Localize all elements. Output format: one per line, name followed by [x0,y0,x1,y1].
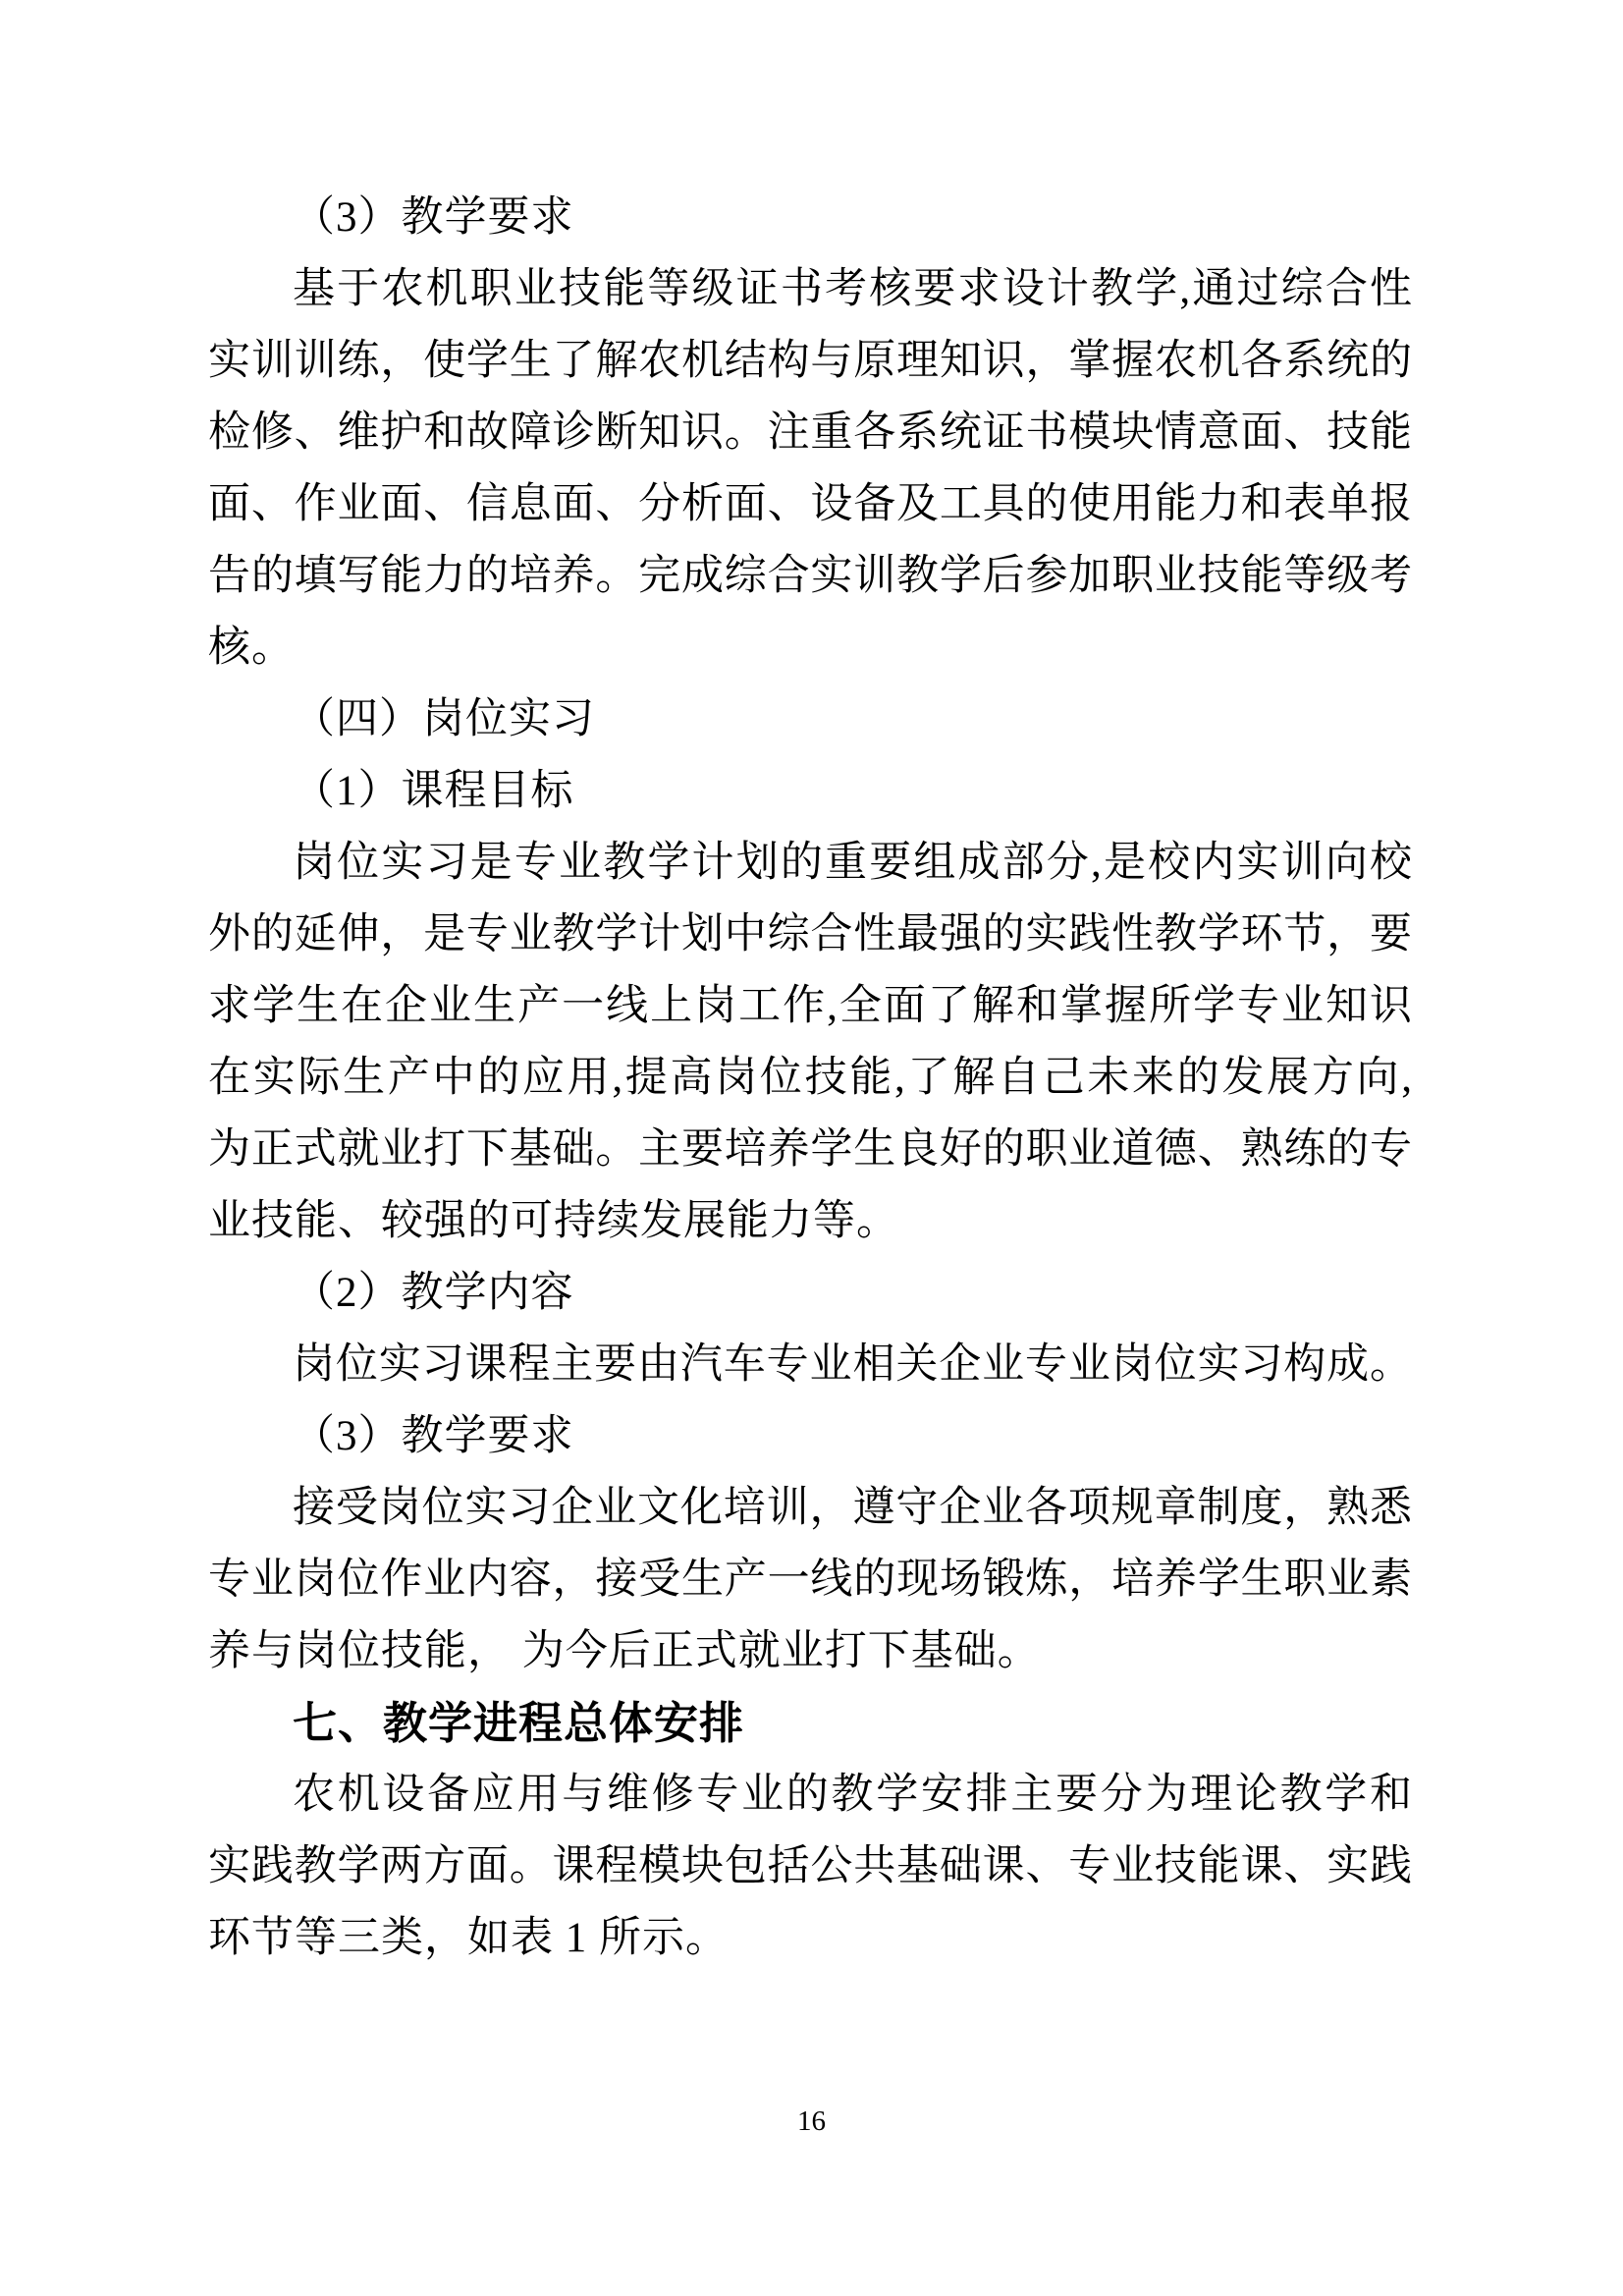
text-line: 农机设备应用与维修专业的教学安排主要分为理论教学和 [293,1772,1412,1818]
text-line: 外的延伸，是专业教学计划中综合性最强的实践性教学环节，要 [208,911,1412,957]
text-line: 实训训练，使学生了解农机结构与原理知识，掌握农机各系统的 [208,338,1412,384]
text-line: （1）课程目标 [293,768,574,814]
text-line: 实践教学两方面。课程模块包括公共基础课、专业技能课、实践 [208,1843,1412,1889]
page-number: 16 [797,2105,826,2137]
text-line: （2）教学内容 [293,1270,574,1316]
text-line: 面、作业面、信息面、分析面、设备及工具的使用能力和表单报 [208,481,1412,527]
text-line: 岗位实习是专业教学计划的重要组成部分,是校内实训向校 [293,840,1412,886]
text-line: 岗位实习课程主要由汽车专业相关企业专业岗位实习构成。 [293,1341,1412,1388]
text-line: 检修、维护和故障诊断知识。注重各系统证书模块情意面、技能 [208,410,1412,456]
text-line: 在实际生产中的应用,提高岗位技能,了解自己未来的发展方向, [208,1055,1412,1101]
text-body [208,182,1412,1974]
text-line: （3）教学要求 [293,1413,574,1459]
text-line: 核。 [208,625,295,671]
text-line: 为正式就业打下基础。主要培养学生良好的职业道德、熟练的专 [208,1126,1412,1173]
text-line: 告的填写能力的培养。完成综合实训教学后参加职业技能等级考 [208,553,1412,599]
text-line: 接受岗位实习企业文化培训，遵守企业各项规章制度，熟悉 [293,1485,1412,1531]
text-line: 专业岗位作业内容，接受生产一线的现场锻炼，培养学生职业素 [208,1557,1412,1603]
text-line: （3）教学要求 [293,194,574,241]
text-line: 业技能、较强的可持续发展能力等。 [208,1198,899,1244]
text-line: 养与岗位技能， 为今后正式就业打下基础。 [208,1628,1041,1674]
text-line: （四）岗位实习 [293,696,595,742]
text-line: 求学生在企业生产一线上岗工作,全面了解和掌握所学专业知识 [208,983,1412,1029]
text-line: 基于农机职业技能等级证书考核要求设计教学,通过综合性 [293,266,1412,312]
section-heading: 七、教学进程总体安排 [293,1698,745,1748]
text-line: 环节等三类，如表 1 所示。 [208,1915,729,1961]
